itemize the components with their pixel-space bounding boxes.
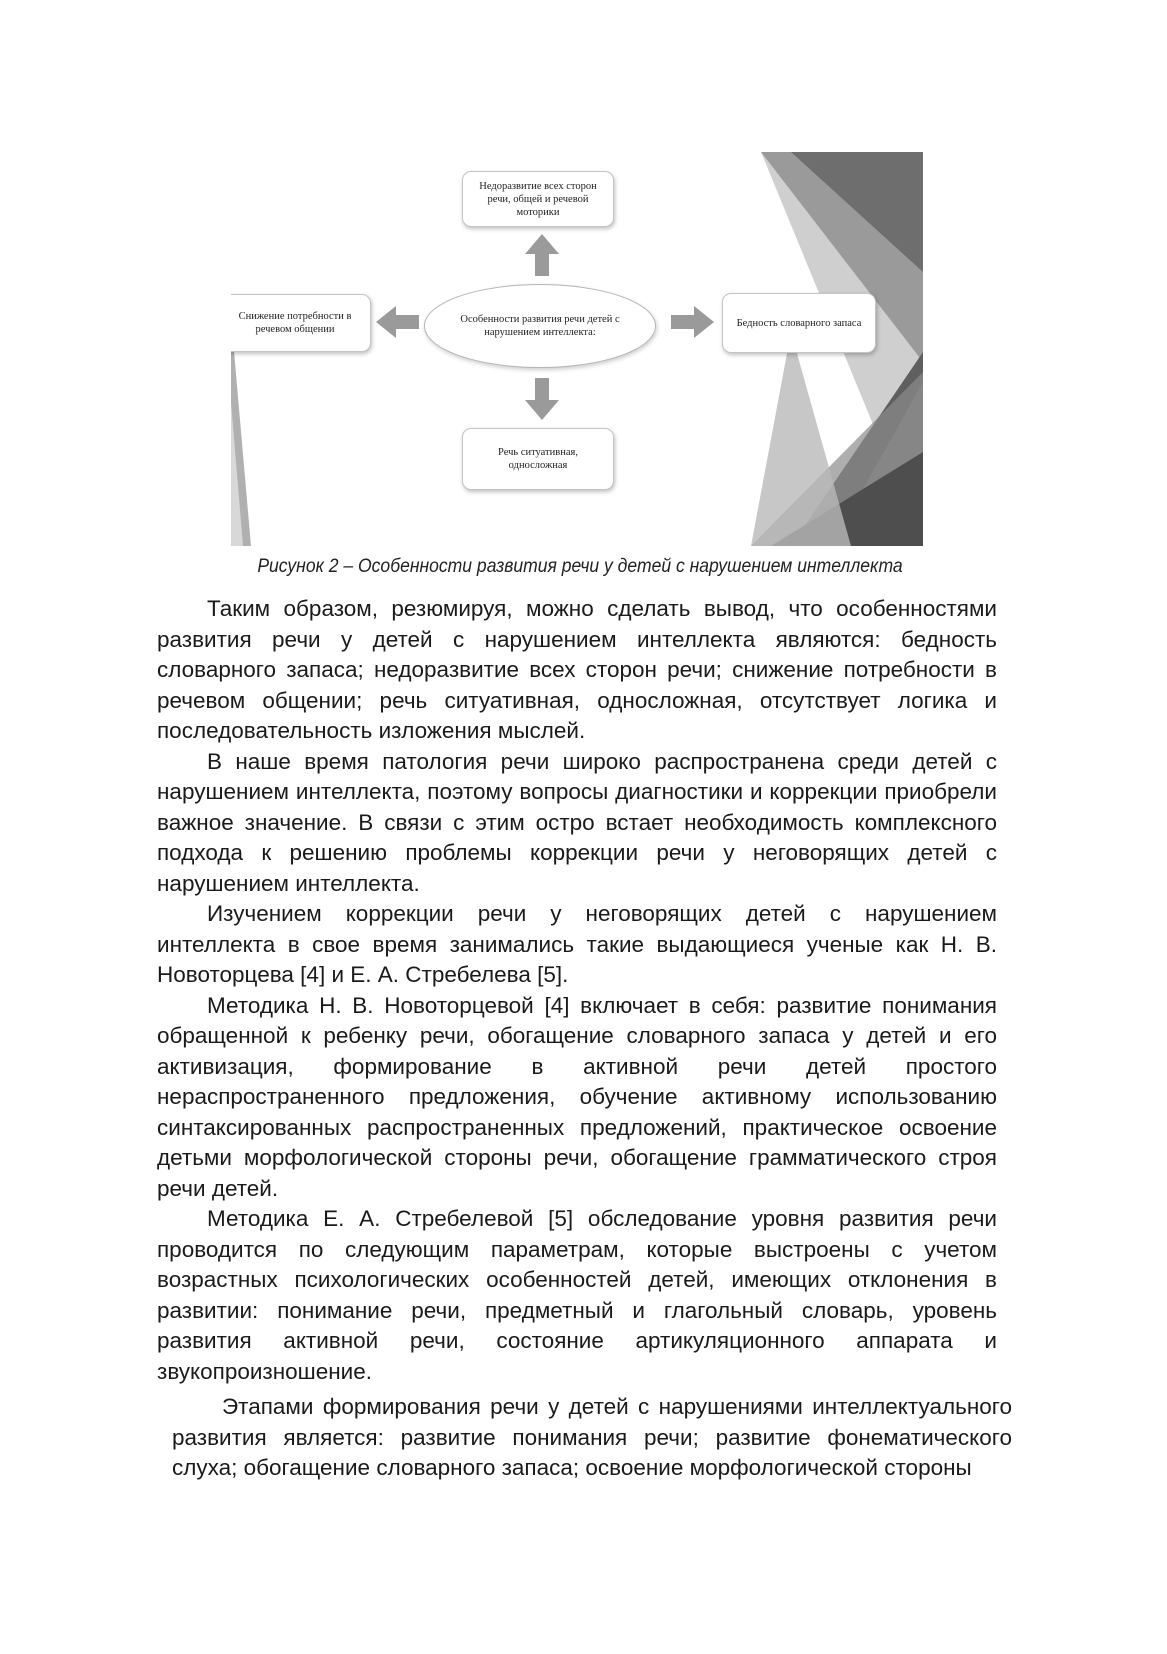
node-center: Особенности развития речи детей с нарушением интеллекта: <box>424 284 656 368</box>
body-text-continued <box>172 1392 1012 1484</box>
figure-caption: Рисунок 2 – Особенности развития речи у детей с нарушением интеллекта <box>257 555 903 577</box>
node-bottom: Речь ситуативная, односложная <box>462 428 614 490</box>
arrow-down-icon <box>525 378 559 420</box>
paragraph-1: Таким образом, резюмируя, можно сделать вывод, что особенностями развития речи у детей с нарушением интеллекта являются: бедность словарного запаса; недоразвитие всех сторон речи; снижение потребности в речевом общении; речь ситуативная, односложная, отсутствует логика и последовательность изложения мыслей. <box>157 596 997 743</box>
diagram-figure <box>231 152 923 546</box>
body-text <box>157 594 997 1387</box>
arrow-right-icon <box>671 306 714 338</box>
node-top: Недоразвитие всех сторон речи, общей и речевой моторики <box>462 171 614 227</box>
node-right: Бедность словарного запаса <box>722 293 876 353</box>
paragraph-5: Методика Е. А. Стребелевой [5] обследование уровня развития речи проводится по следующим параметрам, которые выстроены с учетом возрастных психологических особенностей детей, имеющих отклонения в развитии: понимание речи, предметный и глагольный словарь, уровень развития активной речи, состояние артикуляционного аппарата и звукопроизношение. <box>157 1206 997 1384</box>
paragraph-6: Этапами формирования речи у детей с нарушениями интеллектуального развития является: развитие понимания речи; развитие фонематического слуха; обогащение словарного запаса; освоение морфологической стороны <box>172 1394 1012 1480</box>
paragraph-2: В наше время патология речи широко распространена среди детей с нарушением интеллекта, поэтому вопросы диагностики и коррекции приобрели важное значение. В связи с этим остро встает необходимость комплексного подхода к решению проблемы коррекции речи у неговорящих детей с нарушением интеллекта. <box>157 748 997 896</box>
paragraph-3: Изучением коррекции речи у неговорящих детей с нарушением интеллекта в свое время занимались такие выдающиеся ученые как Н. В. Новоторцева [4] и Е. А. Стребелева [5]. <box>157 901 997 987</box>
arrow-left-icon <box>376 306 419 338</box>
paragraph-4: Методика Н. В. Новоторцевой [4] включает в себя: развитие понимания обращенной к ребенку речи, обогащение словарного запаса у детей и его активизация, формирование в активной речи детей простого нераспространенного предложения, обучение активному использованию синтаксированных распространенных предложений, практическое освоение детьми морфологической стороны речи, обогащение грамматического строя речи детей. <box>157 992 997 1201</box>
arrow-up-icon <box>525 234 559 276</box>
node-left: Снижение потребности в речевом общении <box>231 294 371 352</box>
